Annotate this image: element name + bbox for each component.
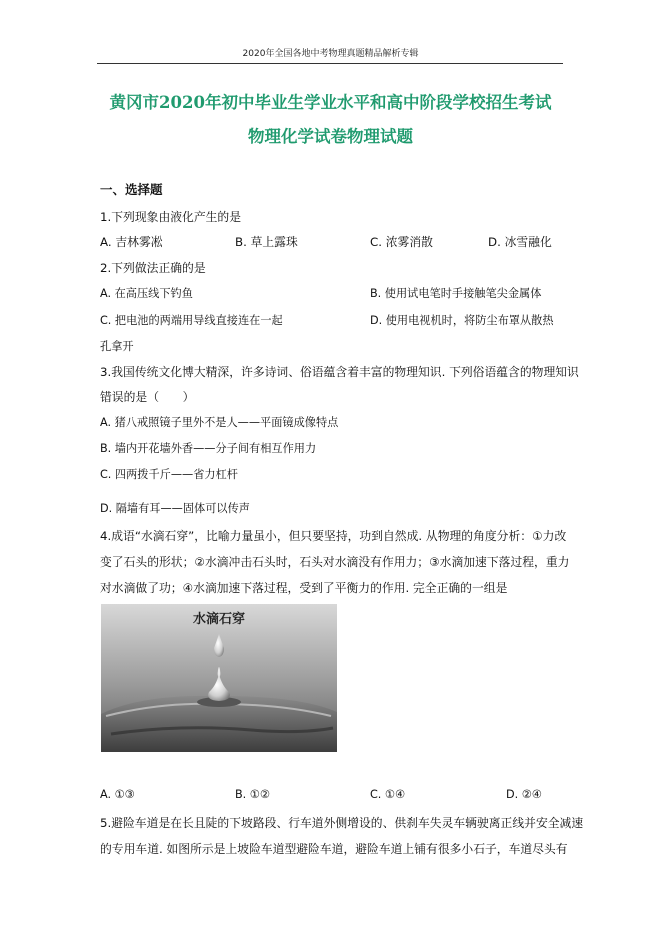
question-4-option-b: B. ①② [235,788,270,801]
question-3-stem-line1: 3.我国传统文化博大精深，许多诗词、俗语蕴含着丰富的物理知识. 下列俗语蕴含的物理知识 [100,365,579,379]
question-3-option-a: A. 猪八戒照镜子里外不是人——平面镜成像特点 [100,416,339,429]
question-1-option-c: C. 浓雾消散 [370,235,433,249]
figure-caption: 水滴石穿 [192,612,245,627]
question-4-stem-line1: 4.成语“水滴石穿”，比喻力量虽小，但只要坚持，功到自然成. 从物理的角度分析：①力改 [100,529,567,543]
question-1-option-a: A. 吉林雾凇 [100,235,163,249]
question-3-option-c: C. 四两拨千斤——省力杠杆 [100,468,238,481]
page-header: 2020年全国各地中考物理真题精品解析专辑 [242,49,419,59]
question-5-stem-line2: 的专用车道. 如图所示是上坡险车道型避险车道，避险车道上铺有很多小石子，车道尽头有 [100,842,568,856]
question-2-option-b: B. 使用试电笔时手接触笔尖金属体 [370,287,542,300]
document-title-line2: 物理化学试卷物理试题 [248,127,413,146]
question-2-option-d-wrap: 孔拿开 [100,340,134,353]
question-3-stem-line2: 错误的是（ ） [100,390,195,404]
question-2-option-c: C. 把电池的两端用导线直接连在一起 [100,314,283,327]
question-3-option-d: D. 隔墙有耳——固体可以传声 [100,502,250,515]
question-2-stem: 2.下列做法正确的是 [100,261,206,275]
water-drop-figure [101,604,337,752]
question-2-option-d: D. 使用电视机时，将防尘布罩从散热 [370,314,554,327]
question-1-stem: 1.下列现象由液化产生的是 [100,210,242,224]
question-4-stem-line2: 变了石头的形状；②水滴冲击石头时，石头对水滴没有作用力；③水滴加速下落过程，重力 [100,555,570,569]
question-5-stem-line1: 5.避险车道是在长且陡的下坡路段、行车道外侧增设的、供刹车失灵车辆驶离正线并安全减速 [100,816,584,830]
question-4-option-d: D. ②④ [506,788,542,801]
question-1-option-b: B. 草上露珠 [235,235,298,249]
question-4-stem-line3: 对水滴做了功；④水滴加速下落过程，受到了平衡力的作用. 完全正确的一组是 [100,581,508,595]
header-divider [97,63,563,64]
question-4-option-c: C. ①④ [370,788,405,801]
section-heading: 一、选择题 [100,182,163,197]
question-4-option-a: A. ①③ [100,788,135,801]
question-3-option-b: B. 墙内开花墙外香——分子间有相互作用力 [100,442,317,455]
document-title-line1: 黄冈市2020年初中毕业生学业水平和高中阶段学校招生考试 [109,93,552,112]
question-1-option-d: D. 冰雪融化 [488,235,552,249]
question-2-option-a: A. 在高压线下钓鱼 [100,287,193,300]
